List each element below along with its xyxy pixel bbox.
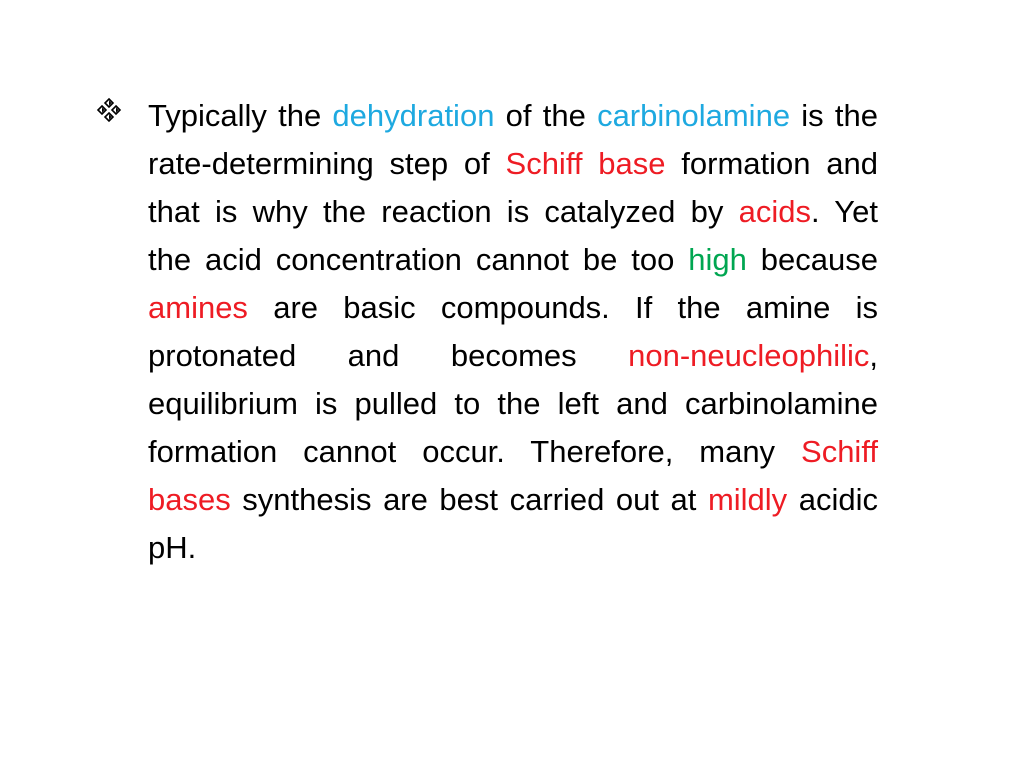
bullet-paragraph xyxy=(148,92,878,572)
text-segment: acidic pH. xyxy=(148,482,878,565)
text-segment: Typically the xyxy=(148,98,333,133)
highlight-non-neucleophilic: non-neucleophilic xyxy=(628,338,870,373)
text-segment: of the xyxy=(494,98,598,133)
text-segment: because xyxy=(746,242,878,277)
diamond-quad-bullet-icon xyxy=(96,97,136,137)
highlight-carbinolamine: carbinolamine xyxy=(597,98,791,133)
highlight-mildly: mildly xyxy=(707,482,788,517)
text-segment: formation and that is why the reaction is catalyzed by xyxy=(148,146,879,229)
text-segment: . Yet the acid concentration cannot be too xyxy=(148,194,878,277)
text-segment: , equilibrium is pulled to the left and carbinolamine formation cannot occur. Therefore, many xyxy=(148,338,878,469)
text-segment: synthesis are best carried out at xyxy=(230,482,708,517)
text-segment: is the rate-determining step of xyxy=(148,98,878,181)
highlight-dehydration: dehydration xyxy=(332,98,495,133)
highlight-amines: amines xyxy=(148,290,248,325)
highlight-schiff-bases: Schiff bases xyxy=(148,434,878,517)
text-segment: are basic compounds. If the amine is protonated and becomes xyxy=(148,290,878,373)
highlight-schiff-base: Schiff base xyxy=(505,146,666,181)
highlight-acids: acids xyxy=(738,194,811,229)
highlight-high: high xyxy=(688,242,747,277)
